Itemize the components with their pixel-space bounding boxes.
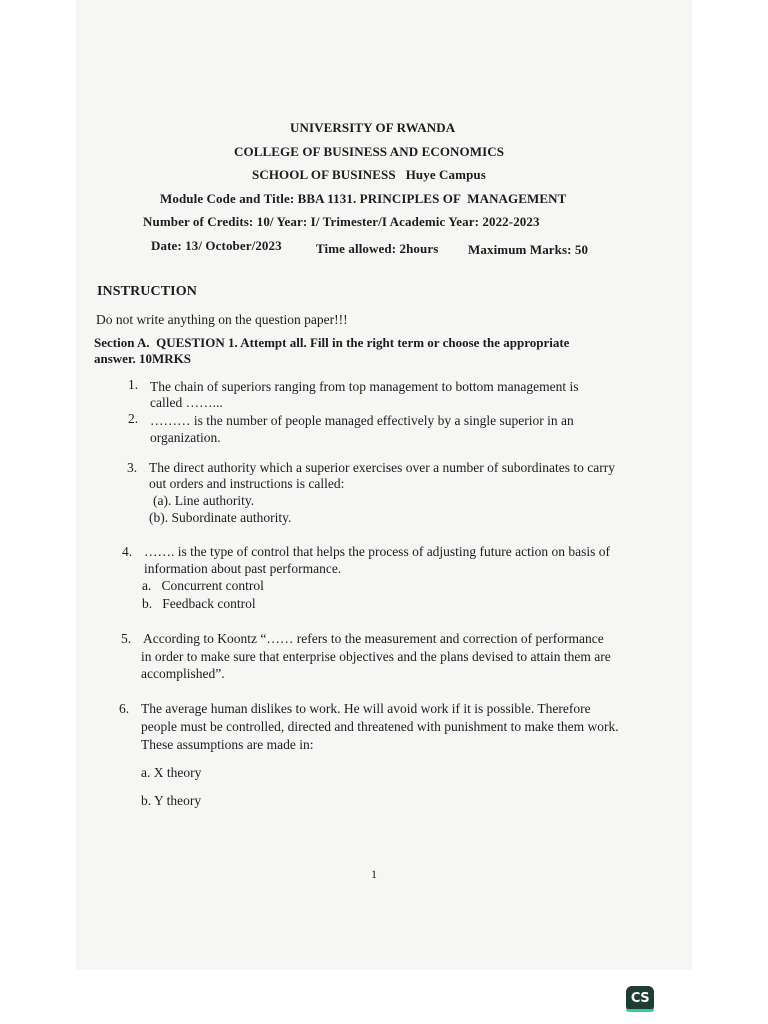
question-1-number: 1. [128, 377, 139, 392]
credits-line: Number of Credits: 10/ Year: I/ Trimester/I Academic Year: 2022-2023 [143, 214, 540, 229]
question-5-line-2: in order to make sure that enterprise objectives and the plans devised to attain them are [141, 649, 611, 664]
question-6-line-3: These assumptions are made in: [141, 737, 314, 752]
question-4-option-a: a. Concurrent control [142, 578, 264, 593]
maximum-marks: Maximum Marks: 50 [468, 242, 589, 257]
question-2-number: 2. [128, 411, 139, 426]
instruction-heading: INSTRUCTION [97, 284, 197, 299]
question-3-line-1: The direct authority which a superior exercises over a number of subordinates to carry [149, 460, 615, 475]
time-allowed: Time allowed: 2hours [316, 241, 439, 256]
instruction-text: Do not write anything on the question paper!!! [96, 312, 348, 327]
question-5-line-3: accomplished”. [141, 666, 225, 681]
section-heading-line2: answer. 10MRKS [94, 351, 192, 366]
question-3-option-b: (b). Subordinate authority. [149, 510, 292, 525]
question-5-line-1: According to Koontz “…… refers to the measurement and correction of performance [143, 631, 604, 646]
question-4-line-1: ……. is the type of control that helps the process of adjusting future action on basis of [144, 544, 611, 559]
question-3-line-2: out orders and instructions is called: [149, 476, 345, 491]
college-name: COLLEGE OF BUSINESS AND ECONOMICS [234, 144, 505, 159]
question-6-number: 6. [119, 701, 130, 716]
question-6-option-a: a. X theory [141, 765, 202, 780]
question-3-number: 3. [127, 460, 138, 475]
exam-date: Date: 13/ October/2023 [151, 238, 282, 253]
question-2-line-2: organization. [150, 430, 221, 445]
question-6-line-2: people must be controlled, directed and threatened with punishment to make them work. [141, 719, 619, 734]
question-2-line-1: ……… is the number of people managed effectively by a single superior in an [150, 413, 574, 428]
university-name: UNIVERSITY OF RWANDA [290, 120, 456, 135]
question-4-number: 4. [122, 544, 133, 559]
exam-page [76, 0, 692, 970]
question-1-line-2: called ……... [150, 395, 223, 410]
camscanner-logo-icon: CS [626, 986, 654, 1012]
module-title: Module Code and Title: BBA 1131. PRINCIPLES OF MANAGEMENT [160, 191, 567, 206]
question-6-line-1: The average human dislikes to work. He will avoid work if it is possible. Therefore [141, 701, 591, 716]
question-4-line-2: information about past performance. [144, 561, 342, 576]
section-heading-line1: Section A. QUESTION 1. Attempt all. Fill in the right term or choose the appropriate [94, 335, 570, 350]
question-1-line-1: The chain of superiors ranging from top management to bottom management is [150, 379, 579, 394]
question-6-option-b: b. Y theory [141, 793, 202, 808]
school-name: SCHOOL OF BUSINESS Huye Campus [252, 167, 486, 182]
page-number: 1 [371, 867, 377, 881]
question-5-number: 5. [121, 631, 132, 646]
question-3-option-a: (a). Line authority. [153, 493, 255, 508]
question-4-option-b: b. Feedback control [142, 596, 256, 611]
